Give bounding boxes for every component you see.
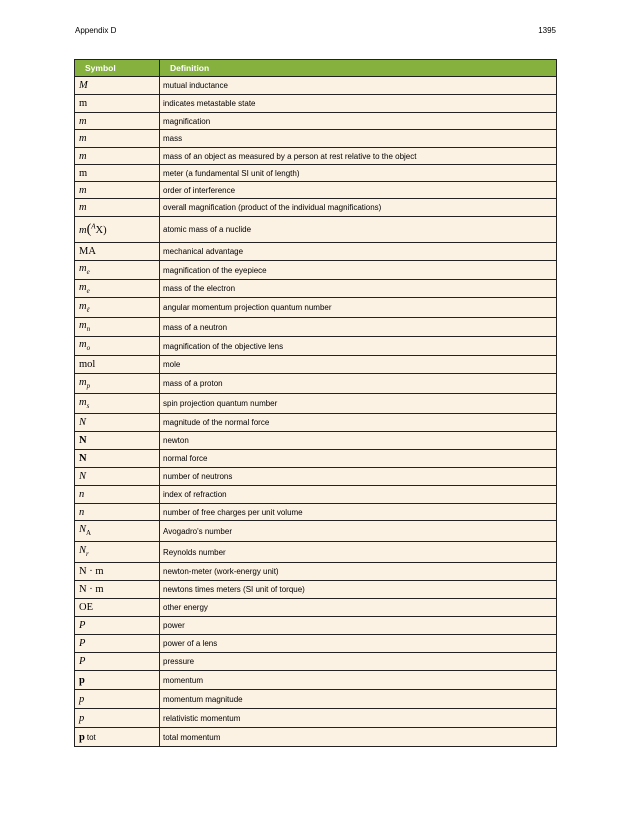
table-row — [75, 95, 557, 113]
symbol-base: m — [79, 167, 88, 179]
symbol-cell — [75, 581, 160, 599]
symbol-subscript: o — [86, 344, 91, 353]
symbol-subscript: tot — [86, 732, 96, 742]
definition-cell: normal force — [160, 450, 557, 468]
table-row — [75, 77, 557, 95]
symbol-cell — [75, 450, 160, 468]
definition-cell: mass of the electron — [160, 280, 557, 298]
symbol-base: N — [79, 435, 87, 446]
table-row — [75, 450, 557, 468]
symbol-base: m — [79, 184, 87, 196]
table-row — [75, 728, 557, 747]
symbol-cell — [75, 690, 160, 709]
symbol-base: p — [79, 712, 85, 724]
definition-cell: power of a lens — [160, 635, 557, 653]
definition-cell: overall magnification (product of the individual magnifications) — [160, 199, 557, 217]
symbol-subscript: s — [86, 402, 90, 411]
table-row — [75, 599, 557, 617]
table-row — [75, 504, 557, 521]
symbol-base: P — [79, 620, 86, 631]
symbol-base: M — [79, 80, 88, 91]
symbol-base: m — [79, 320, 87, 332]
table-row — [75, 432, 557, 450]
definition-cell: angular momentum projection quantum number — [160, 298, 557, 318]
definition-cell: Avogadro's number — [160, 521, 557, 542]
symbol-tail: X) — [95, 224, 107, 236]
symbol-base: N — [79, 545, 87, 557]
table-row — [75, 243, 557, 261]
symbol-base: p — [79, 693, 85, 705]
table-row — [75, 337, 557, 356]
symbol-superscript: A — [91, 222, 96, 230]
definition-cell: magnification — [160, 113, 557, 130]
symbol-subscript: r — [86, 550, 89, 559]
table-row — [75, 394, 557, 414]
table-row — [75, 690, 557, 709]
table-row — [75, 217, 557, 243]
table-row — [75, 521, 557, 542]
table-row — [75, 709, 557, 728]
symbol-cell — [75, 468, 160, 486]
definition-cell: mole — [160, 356, 557, 374]
definition-cell: atomic mass of a nuclide — [160, 217, 557, 243]
symbol-subscript: ℓ — [86, 306, 90, 315]
definition-cell: mass of an object as measured by a person at rest relative to the object — [160, 148, 557, 165]
symbol-base: n — [79, 489, 85, 500]
symbol-base: N · m — [79, 566, 104, 577]
symbol-cell — [75, 653, 160, 671]
symbol-cell — [75, 182, 160, 199]
definition-cell: mechanical advantage — [160, 243, 557, 261]
symbol-cell — [75, 414, 160, 432]
symbol-cell — [75, 563, 160, 581]
symbol-base: P — [79, 638, 86, 649]
table-row — [75, 581, 557, 599]
table-row — [75, 374, 557, 394]
symbol-cell — [75, 394, 160, 414]
table-row — [75, 199, 557, 217]
symbol-base: N · m — [79, 584, 104, 595]
symbol-subscript: p — [86, 382, 91, 391]
symbol-cell — [75, 199, 160, 217]
symbol-cell — [75, 728, 160, 747]
table-row — [75, 356, 557, 374]
definition-cell: momentum — [160, 671, 557, 690]
definition-cell: mass of a neutron — [160, 318, 557, 337]
definition-cell: newtons times meters (SI unit of torque) — [160, 581, 557, 599]
symbol-cell — [75, 671, 160, 690]
definition-cell: index of refraction — [160, 486, 557, 504]
symbol-cell — [75, 521, 160, 542]
symbol-cell — [75, 113, 160, 130]
definition-cell: magnification of the eyepiece — [160, 261, 557, 280]
symbol-base: N — [79, 417, 87, 428]
definition-cell: order of interference — [160, 182, 557, 199]
symbol-cell — [75, 280, 160, 298]
table-row — [75, 635, 557, 653]
column-header-symbol: Symbol — [75, 60, 160, 77]
table-header-row — [75, 60, 557, 77]
symbol-definition-table — [74, 59, 557, 747]
symbol-cell — [75, 486, 160, 504]
symbol-cell — [75, 337, 160, 356]
symbol-cell — [75, 77, 160, 95]
symbol-cell — [75, 709, 160, 728]
symbol-cell — [75, 504, 160, 521]
definition-cell: newton-meter (work-energy unit) — [160, 563, 557, 581]
definition-cell: mass — [160, 130, 557, 148]
symbol-cell — [75, 356, 160, 374]
definition-cell: spin projection quantum number — [160, 394, 557, 414]
symbol-base: mol — [79, 359, 96, 370]
column-header-definition: Definition — [160, 60, 557, 77]
definition-cell: newton — [160, 432, 557, 450]
symbol-cell — [75, 261, 160, 280]
symbol-base: N — [79, 524, 87, 536]
symbol-cell — [75, 217, 160, 243]
table-row — [75, 148, 557, 165]
symbol-base: m — [79, 281, 87, 293]
symbol-cell — [75, 298, 160, 318]
symbol-base: m — [79, 339, 87, 351]
symbol-base: m — [79, 263, 87, 275]
symbol-cell — [75, 243, 160, 261]
table-row — [75, 486, 557, 504]
symbol-base: m — [79, 376, 87, 388]
symbol-cell — [75, 599, 160, 617]
definition-cell: Reynolds number — [160, 542, 557, 563]
definition-cell: magnification of the objective lens — [160, 337, 557, 356]
symbol-cell — [75, 617, 160, 635]
symbol-subscript: A — [86, 529, 92, 538]
running-header-title: Appendix D — [75, 26, 117, 35]
symbol-subscript: e — [86, 287, 90, 296]
symbol-paren: ( — [86, 221, 92, 237]
definition-cell: number of free charges per unit volume — [160, 504, 557, 521]
symbol-base: m — [79, 224, 87, 236]
table-row — [75, 298, 557, 318]
definition-cell: other energy — [160, 599, 557, 617]
symbol-cell — [75, 148, 160, 165]
symbol-cell — [75, 432, 160, 450]
symbol-base: p — [79, 674, 85, 686]
table-row — [75, 617, 557, 635]
table-row — [75, 280, 557, 298]
symbol-base: m — [79, 115, 87, 127]
symbol-subscript: e — [86, 268, 90, 277]
symbol-base: m — [79, 202, 87, 213]
symbol-base: m — [79, 133, 87, 144]
symbol-base: p — [79, 731, 85, 743]
symbol-base: P — [79, 656, 86, 667]
table-row — [75, 671, 557, 690]
definition-cell: momentum magnitude — [160, 690, 557, 709]
symbol-cell — [75, 95, 160, 113]
table-row — [75, 653, 557, 671]
table-row — [75, 563, 557, 581]
symbol-base: N — [79, 453, 87, 464]
table-row — [75, 318, 557, 337]
definition-cell: total momentum — [160, 728, 557, 747]
symbol-base: N — [79, 471, 87, 482]
symbol-base: m — [79, 396, 87, 408]
definition-cell: mass of a proton — [160, 374, 557, 394]
definition-cell: indicates metastable state — [160, 95, 557, 113]
definition-cell: mutual inductance — [160, 77, 557, 95]
table-row — [75, 542, 557, 563]
table-row — [75, 261, 557, 280]
definition-cell: power — [160, 617, 557, 635]
symbol-cell — [75, 318, 160, 337]
table-row — [75, 165, 557, 182]
symbol-base: MA — [79, 246, 96, 257]
symbol-cell — [75, 542, 160, 563]
table-row — [75, 414, 557, 432]
symbol-cell — [75, 635, 160, 653]
table-row — [75, 113, 557, 130]
definition-cell: pressure — [160, 653, 557, 671]
table-row — [75, 130, 557, 148]
symbol-base: OE — [79, 602, 93, 613]
symbol-base: m — [79, 300, 87, 312]
definition-cell: meter (a fundamental SI unit of length) — [160, 165, 557, 182]
symbol-cell — [75, 374, 160, 394]
page-number: 1395 — [538, 26, 556, 35]
definition-cell: number of neutrons — [160, 468, 557, 486]
symbol-base: m — [79, 98, 88, 109]
symbol-base: n — [79, 506, 85, 518]
table-row — [75, 468, 557, 486]
definition-cell: magnitude of the normal force — [160, 414, 557, 432]
symbol-cell — [75, 130, 160, 148]
table-row — [75, 182, 557, 199]
symbol-subscript: n — [86, 325, 91, 334]
symbol-base: m — [79, 150, 87, 162]
symbol-cell — [75, 165, 160, 182]
definition-cell: relativistic momentum — [160, 709, 557, 728]
